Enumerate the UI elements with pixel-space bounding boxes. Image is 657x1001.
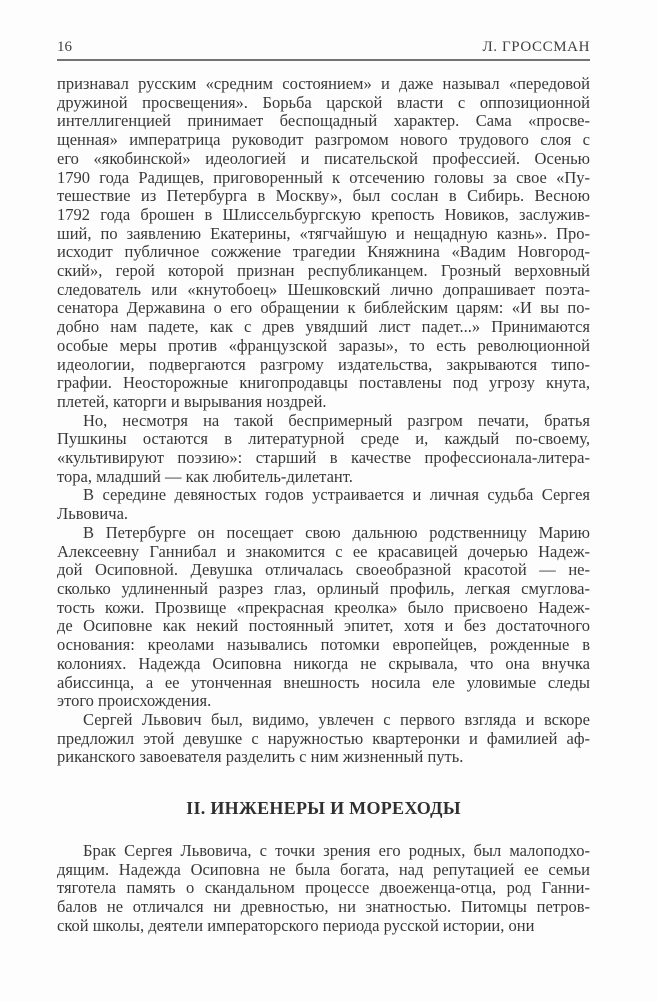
text-line: Пушкины остаются в литературной среде и, каждый по-своему, [57,429,590,449]
page-header [57,38,590,59]
text-line: колониях. Надежда Осиповна никогда не скрывала, что она внучка [57,653,590,673]
text-line: исходит публичное сожжение трагедии Княжнина «Вадим Новгород- [57,242,590,262]
text-line: В Петербурге он посещает свою дальнюю родственницу Марию [83,522,590,542]
text-line: предложил этой девушке с наружностью квартеронки и фамилией аф- [57,728,590,748]
text-line: Сергей Львович был, видимо, увлечен с первого взгляда и вскоре [83,709,590,729]
text-line: идеологии, подвергаются разгрому издательства, закрываются типо- [57,354,590,374]
text-line: графии. Неосторожные книгопродавцы поставлены под угрозу кнута, [57,373,590,393]
paragraph [57,842,590,936]
text-line: ской школы, деятели императорского периода русской истории, они [57,915,535,935]
text-line: особые меры против «французской заразы», то есть революционной [57,335,590,355]
text-line: дружиной просвещения». Борьба царской власти с оппозиционной [57,92,590,112]
text-line: В середине девяностых годов устраивается и личная судьба Сергея [83,485,590,505]
text-line: сенатора Державина о его обращении к библейским царям: «И вы по- [57,298,590,318]
text-line: щенная» императрица руководит разгромом нового трудового слоя с [57,130,590,150]
text-line: 1792 года брошен в Шлиссельбургскую крепость Новиков, заслужив- [57,204,590,224]
text-line: 1790 года Радищев, приговоренный к отсечению головы за свое «Пу- [57,167,590,187]
text-line: добно нам падете, как с древ увядший лист падет...» Принимаются [57,317,590,337]
section-heading: II. ИНЖЕНЕРЫ И МОРЕХОДЫ [186,798,461,819]
page-body [57,75,590,936]
paragraph [57,711,590,767]
text-line: дой Осиповной. Девушка отличалась своеобразной красотой — не- [57,560,590,580]
text-line: «культивируют поэзию»: старший в качестве профессионала-литера- [57,448,590,468]
paragraph [57,524,590,711]
text-line: признавал русским «средним состоянием» и даже называл «передовой [57,74,590,93]
text-line: его «якобинской» идеологией и писательской профессией. Осенью [57,148,590,168]
text-line: абиссинца, а ее утонченная внешность носила еле уловимые следы [57,672,590,692]
text-line: основания: креолами назывались потомки европейцев, рожденные в [57,635,590,655]
paragraph [57,75,590,412]
text-line: плетей, каторги и вырывания ноздрей. [57,391,327,411]
text-line: Алексеевну Ганнибал и знакомится с ее красавицей дочерью Надеж- [57,541,590,561]
text-line: ший, по заявлению Екатерины, «тягчайшую и нещадную казнь». Про- [57,223,590,243]
text-line: тость кожи. Прозвище «прекрасная креолка» было присвоено Надеж- [57,597,590,617]
text-line: де Осиповне как некий постоянный эпитет, хотя и без достаточного [57,616,590,636]
page-number: 16 [57,39,72,55]
header-rule [57,59,590,61]
text-line: Но, несмотря на такой беспримерный разгром печати, братья [83,410,590,430]
text-line: интеллигенцией принимает беспощадный характер. Сама «просве- [57,111,590,131]
text-line: тора, младший — как любитель-дилетант. [57,466,353,486]
paragraph [57,412,590,487]
text-line: этого происхождения. [57,691,212,711]
text-line: дящим. Надежда Осиповна не была богата, над репутацией ее семьи [57,859,590,879]
text-line: риканского завоевателя разделить с ним жизненный путь. [57,747,464,767]
text-line: следователь или «кнутобоец» Шешковский лично допрашивает поэта- [57,279,590,299]
text-line: Львовича. [57,504,129,524]
text-line: ский», герой которой признан республиканцем. Грозный верховный [57,261,590,281]
text-line: сколько удлиненный разрез глаз, орлиный профиль, легкая смуглова- [57,578,590,598]
paragraph [57,486,590,523]
text-line: балов не отличался ни древностью, ни знатностью. Питомцы петров- [57,897,590,917]
text-line: Брак Сергея Львовича, с точки зрения его родных, был малоподхо- [83,841,590,861]
running-title: Л. ГРОССМАН [482,39,590,55]
text-line: тяготела память о скандальном процессе двоеженца-отца, род Ганни- [57,878,590,898]
text-line: тешествие из Петербурга в Москву», был сослан в Сибирь. Весною [57,186,590,206]
